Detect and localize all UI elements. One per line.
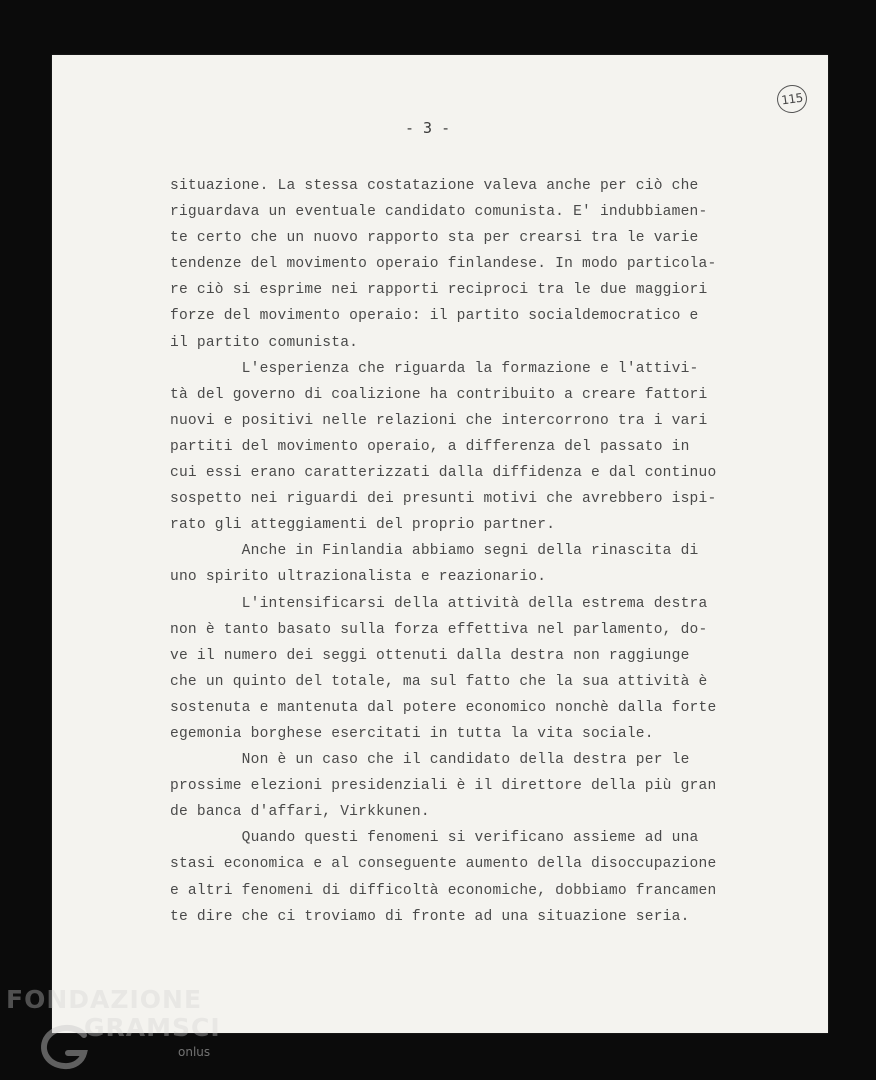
text-line: il partito comunista. <box>170 334 359 351</box>
text-line: non è tanto basato sulla forza effettiva nel parlamento, do- <box>170 621 708 638</box>
text-line: re ciò si esprime nei rapporti reciproci tra le due maggiori <box>170 282 708 299</box>
typewritten-body <box>170 173 740 930</box>
fondazione-gramsci-watermark <box>6 985 226 1075</box>
text-line: tendenze del movimento operaio finlandese. In modo particola- <box>170 256 717 273</box>
text-line: uno spirito ultrazionalista e reazionario. <box>170 569 547 586</box>
text-line: stasi economica e al conseguente aumento della disoccupazione <box>170 856 717 873</box>
text-line: L'intensificarsi della attività della estrema destra <box>170 595 708 612</box>
text-line: tà del governo di coalizione ha contribuito a creare fattori <box>170 386 708 403</box>
text-line: riguardava un eventuale candidato comunista. E' indubbiamen- <box>170 204 708 221</box>
text-line: Non è un caso che il candidato della destra per le <box>170 752 690 769</box>
archive-number-stamp: 115 <box>775 83 809 115</box>
text-line: prossime elezioni presidenziali è il direttore della più gran <box>170 778 717 795</box>
text-line: egemonia borghese esercitati in tutta la vita sociale. <box>170 725 654 742</box>
text-line: nuovi e positivi nelle relazioni che intercorrono tra i vari <box>170 412 708 429</box>
text-line: rato gli atteggiamenti del proprio partner. <box>170 517 556 534</box>
watermark-line-2: GRAMSCI <box>84 1013 221 1042</box>
watermark-onlus: onlus <box>178 1045 211 1059</box>
text-line: Anche in Finlandia abbiamo segni della rinascita di <box>170 543 699 560</box>
text-line: sostenuta e mantenuta dal potere economico nonchè dalla forte <box>170 699 717 716</box>
text-line: situazione. La stessa costatazione valeva anche per ciò che <box>170 178 699 194</box>
text-line: partiti del movimento operaio, a differenza del passato in <box>170 438 690 455</box>
watermark-line-1: FONDAZIONE <box>6 985 203 1014</box>
text-line: Quando questi fenomeni si verificano assieme ad una <box>170 830 699 847</box>
text-line: che un quinto del totale, ma sul fatto che la sua attività è <box>170 673 708 690</box>
text-line: cui essi erano caratterizzati dalla diffidenza e dal continuo <box>170 465 717 482</box>
text-line: L'esperienza che riguarda la formazione e l'attivi- <box>170 360 699 377</box>
page-number: - 3 - <box>405 119 451 137</box>
text-line: te dire che ci troviamo di fronte ad una situazione seria. <box>170 908 690 925</box>
text-line: te certo che un nuovo rapporto sta per crearsi tra le varie <box>170 230 699 247</box>
text-line: de banca d'affari, Virkkunen. <box>170 804 430 821</box>
text-line: e altri fenomeni di difficoltà economiche, dobbiamo francamen <box>170 882 717 899</box>
text-line: sospetto nei riguardi dei presunti motivi che avrebbero ispi- <box>170 491 717 508</box>
text-line: ve il numero dei seggi ottenuti dalla destra non raggiunge <box>170 647 690 664</box>
text-line: forze del movimento operaio: il partito socialdemocratico e <box>170 308 699 325</box>
